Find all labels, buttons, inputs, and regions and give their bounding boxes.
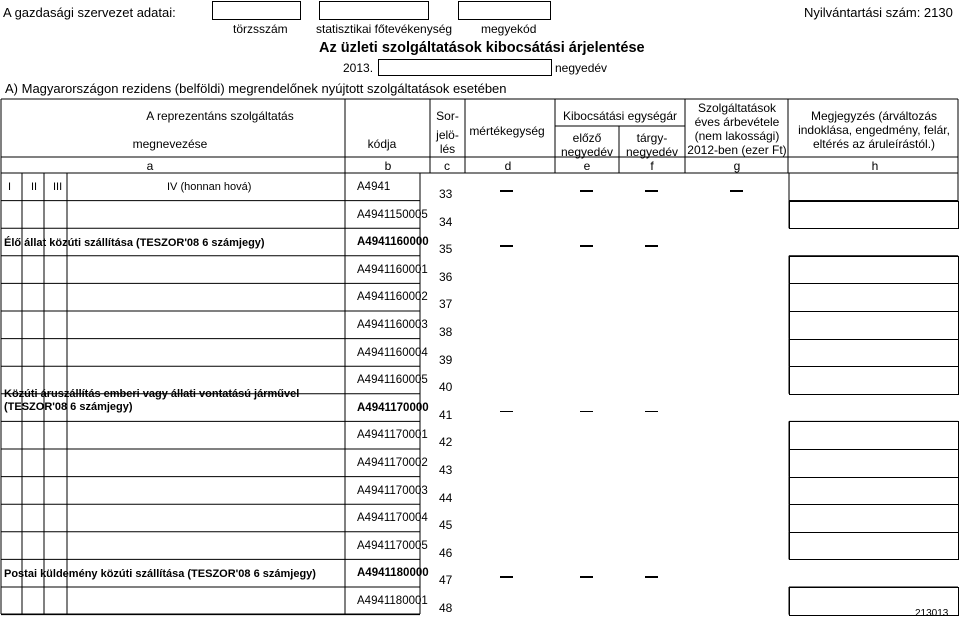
form-code: 213013 [915, 608, 949, 619]
note-input[interactable] [789, 449, 959, 478]
row-name: Postai küldemény közúti szállítása (TESZOR'08 6 számjegy) [4, 568, 316, 581]
empty-dash [580, 411, 593, 413]
row-code: A4941170005 [357, 539, 428, 552]
note-input[interactable] [789, 421, 959, 450]
col-rowid-header: Sor- jelö- lés [436, 109, 459, 156]
roman-3: III [53, 181, 63, 193]
row-number: 37 [439, 297, 453, 312]
empty-dash [580, 245, 593, 247]
row-number: 38 [439, 325, 453, 339]
empty-dash [645, 245, 658, 247]
col-name-header: megnevezése [132, 137, 208, 151]
page-title: Az üzleti szolgáltatások kibocsátási árjelentése [319, 40, 645, 56]
empty-dash [500, 245, 513, 247]
empty-dash [645, 576, 658, 578]
row-code: A4941160003 [357, 319, 428, 331]
row-number: 34 [439, 214, 453, 229]
col-note-header: Megjegyzés (árváltozás indoklása, engedmény, felár, eltérés az áruleírástól.) [798, 109, 950, 151]
row-code: A4941180001 [357, 595, 428, 607]
quarter-label: negyedév [555, 61, 608, 75]
row-number: 39 [439, 352, 453, 367]
activity-label: statisztikai főtevékenység [316, 22, 453, 36]
col-prev-header: előző negyedév [560, 131, 614, 159]
row-code: A4941160001 [357, 263, 428, 276]
empty-dash [645, 411, 658, 413]
org-data-label: A gazdasági szervezet adatai: [3, 5, 176, 20]
row-number: 47 [439, 573, 453, 588]
county-code-label: megyekód [481, 22, 537, 36]
row-number: 46 [439, 545, 453, 560]
row-code: A4941170002 [357, 457, 428, 469]
row-number: 40 [439, 380, 453, 395]
roman-1: I [8, 181, 12, 193]
note-input[interactable] [789, 366, 959, 395]
letter-c: c [444, 159, 450, 173]
row-code: A4941170001 [357, 429, 428, 442]
empty-dash [500, 576, 513, 578]
row-name: Élő állat közúti szállítása (TESZOR'08 6 számjegy) [4, 237, 265, 250]
row-name: Közúti áruszállítás emberi vagy állati vontatású járművel (TESZOR'08 6 számjegy) [4, 387, 300, 413]
section-title: A) Magyarországon rezidens (belföldi) megrendelőnek nyújtott szolgáltatások esetében [5, 81, 507, 96]
row-number: 35 [439, 242, 453, 257]
empty-dash [500, 190, 513, 192]
letter-f: f [650, 159, 654, 173]
letter-b: b [384, 159, 392, 173]
row-code: A4941160000 [357, 236, 429, 249]
note-input[interactable] [789, 201, 959, 230]
row-number: 48 [439, 601, 453, 615]
row-code: A4941160002 [357, 291, 428, 304]
row-code: A4941160005 [357, 374, 428, 387]
col-unit-header: mértékegység [469, 124, 545, 138]
registration-number: Nyilvántartási szám: 2130 [804, 5, 953, 20]
row-number: 33 [439, 187, 453, 201]
col-curr-header: tárgy- negyedév [625, 131, 679, 159]
letter-a: a [146, 159, 154, 173]
row-number: 44 [439, 490, 453, 505]
empty-dash [580, 190, 593, 192]
roman-2: II [31, 181, 38, 193]
row-number: 36 [439, 269, 453, 284]
letter-d: d [504, 159, 512, 173]
letter-g: g [733, 159, 741, 173]
note-input[interactable] [789, 532, 959, 561]
row-number: 41 [439, 407, 453, 422]
empty-dash [500, 411, 513, 413]
row-code: A4941150005 [357, 208, 428, 221]
empty-dash [645, 190, 658, 192]
tax-id-label: törzsszám [233, 22, 288, 36]
letter-e: e [583, 159, 591, 173]
row-number: 43 [439, 463, 453, 477]
note-input[interactable] [789, 311, 959, 340]
note-input[interactable] [789, 256, 959, 285]
col-code-header: kódja [367, 137, 397, 151]
col-group-title: A reprezentáns szolgáltatás [146, 109, 294, 123]
row-code: A4941 [357, 181, 391, 193]
letter-h: h [871, 159, 879, 173]
note-input[interactable] [789, 283, 959, 312]
year-label: 2013. [343, 61, 374, 75]
note-input[interactable] [789, 504, 959, 533]
row-code: A4941170004 [357, 512, 428, 525]
row-number: 45 [439, 518, 453, 533]
empty-dash [580, 576, 593, 578]
row-code: A4941170000 [357, 401, 429, 414]
row-code: A4941160004 [357, 346, 428, 359]
col-price-header: Kibocsátási egységár [562, 109, 678, 123]
col-revenue-header: Szolgáltatások éves árbevétele (nem lakossági) 2012-ben (ezer Ft) [687, 101, 787, 157]
row-number: 42 [439, 435, 453, 450]
empty-dash [730, 190, 743, 192]
row-code: A4941170003 [357, 484, 428, 497]
roman-4: IV (honnan hová) [167, 181, 252, 193]
note-input[interactable] [789, 477, 959, 506]
row-code: A4941180000 [357, 567, 429, 580]
note-input[interactable] [789, 339, 959, 368]
